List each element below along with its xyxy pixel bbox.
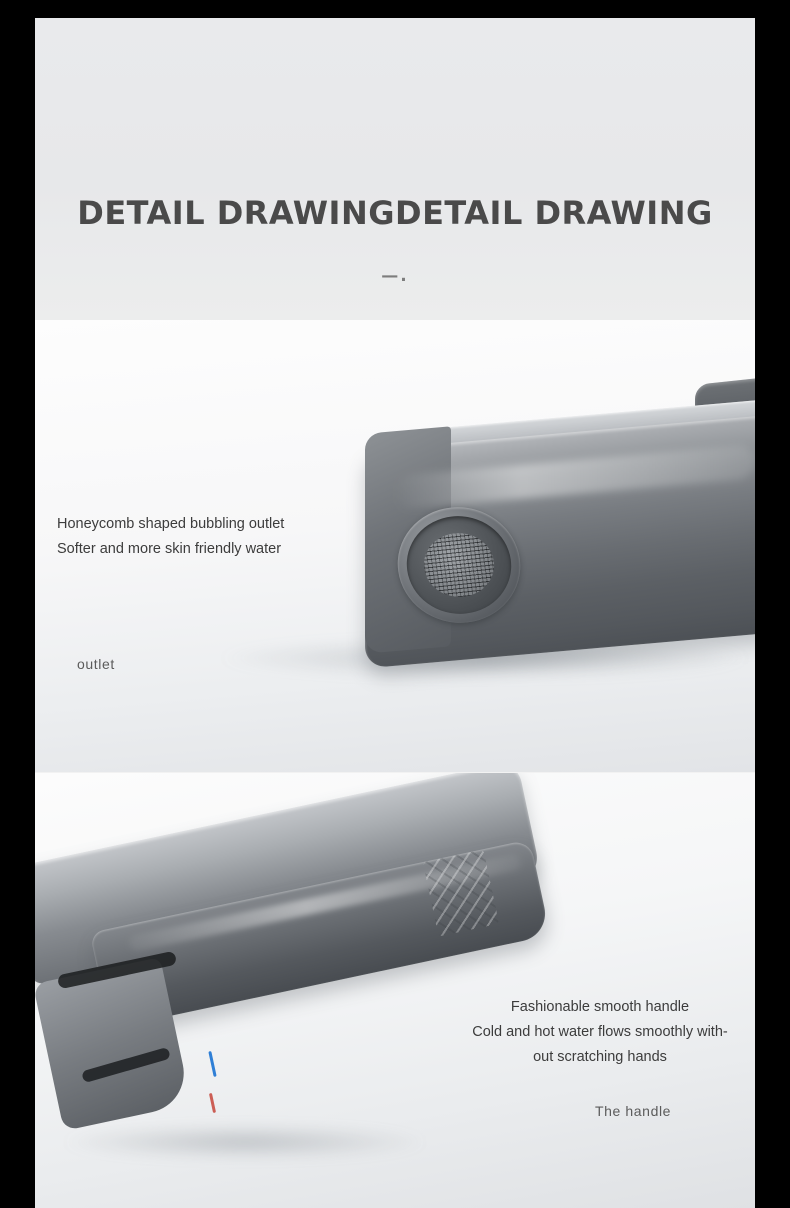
handle-part-label: The handle [595, 1103, 672, 1119]
banner-title: DETAIL DRAWINGDETAIL DRAWING [77, 194, 713, 232]
banner-subtitle: —. [381, 266, 409, 286]
handle-caption [455, 995, 745, 1070]
handle-caption-line-3: out scratching hands [533, 1049, 667, 1065]
banner-section [35, 18, 755, 320]
honeycomb-mesh [420, 530, 499, 601]
outlet-caption-line-1: Honeycomb shaped bubbling outlet [57, 516, 285, 532]
photo-outlet [35, 320, 755, 772]
handle-caption-line-2: Cold and hot water flows smoothly with- [472, 1024, 728, 1040]
hot-water-marker [209, 1093, 216, 1113]
handle-caption-line-1: Fashionable smooth handle [510, 999, 690, 1015]
aerator-inner-ring [400, 511, 517, 619]
photo-handle [35, 772, 755, 1208]
outlet-part-label: outlet [77, 656, 115, 672]
detail-sheet [35, 18, 755, 1208]
outlet-caption [57, 512, 377, 562]
cold-water-marker [208, 1051, 216, 1077]
surface-shadow-2 [65, 1125, 425, 1159]
outlet-caption-line-2: Softer and more skin friendly water [57, 541, 282, 557]
